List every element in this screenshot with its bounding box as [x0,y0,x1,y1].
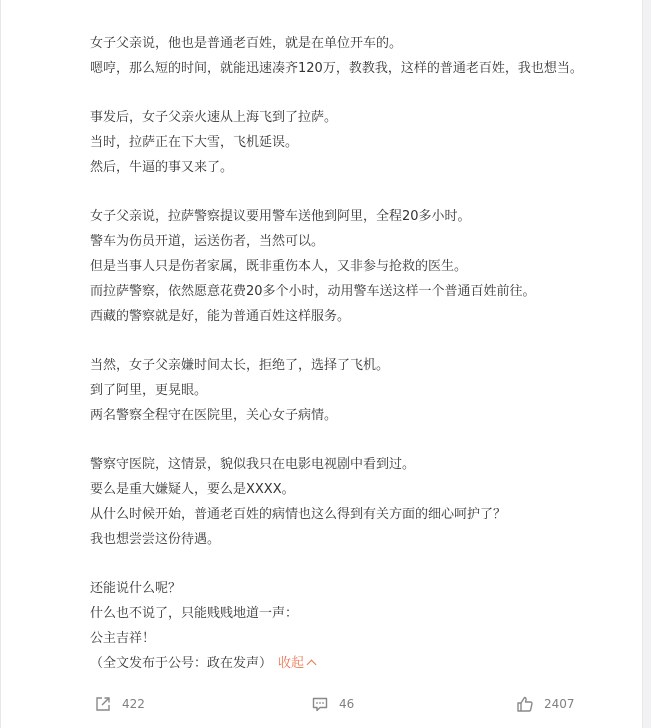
text-line: 什么也不说了，只能贱贱地道一声： [90,606,299,621]
paragraph-5 [90,452,630,552]
source-line [90,651,630,676]
text-line: 我也想尝尝这份待遇。 [90,532,221,547]
text-line: 事发后，女子父亲火速从上海飞到了拉萨。 [90,110,338,125]
paragraph-3 [90,204,630,329]
repost-icon [94,695,112,713]
like-button[interactable] [516,686,575,722]
text-line: 到了阿里，更晃眼。 [90,383,208,398]
text-line: 当然，女子父亲嫌时间太长，拒绝了，选择了飞机。 [90,358,390,373]
article-body [90,31,630,676]
thumbs-up-icon [516,695,534,713]
collapse-label: 收起 [278,656,305,671]
paragraph-1 [90,31,630,81]
text-line: 从什么时候开始，普通老百姓的病情也这么得到有关方面的细心呵护了？ [90,507,507,522]
text-line: 然后，牛逼的事又来了。 [90,160,234,175]
text-line: 还能说什么呢？ [90,581,182,596]
text-line: 西藏的警察就是好，能为普通百姓这样服务。 [90,309,351,324]
action-bar [1,686,644,722]
repost-count: 422 [122,697,145,711]
paragraph-2 [90,105,630,180]
text-line: 警察守医院，这情景，貌似我只在电影电视剧中看到过。 [90,457,416,472]
paragraph-closing [90,576,630,676]
text-line: 当时，拉萨正在下大雪，飞机延误。 [90,135,299,150]
source-note: （全文发布于公号：政在发声） [90,656,273,671]
repost-button[interactable] [94,686,145,722]
comment-button[interactable] [311,686,354,722]
text-line: 女子父亲说，拉萨警察提议要用警车送他到阿里，全程20多小时。 [90,209,471,224]
paragraph-4 [90,353,630,428]
text-line: 而拉萨警察，依然愿意花费20多个小时，动用警车送这样一个普通百姓前往。 [90,284,536,299]
chevron-up-icon [307,660,317,670]
text-line: 两名警察全程守在医院里，关心女子病情。 [90,408,338,423]
text-line: 女子父亲说，他也是普通老百姓，就是在单位开车的。 [90,36,403,51]
text-line: 但是当事人只是伤者家属，既非重伤本人，又非参与抢救的医生。 [90,259,468,274]
text-line: 要么是重大嫌疑人，要么是XXXX。 [90,482,295,497]
comment-count: 46 [339,697,355,711]
comment-icon [311,695,329,713]
text-line: 警车为伤员开道，运送伤者，当然可以。 [90,234,325,249]
collapse-button[interactable] [278,656,315,671]
text-line: 公主吉祥！ [90,631,156,646]
text-line: 嗯哼，那么短的时间，就能迅速凑齐120万，教教我，这样的普通老百姓，我也想当。 [90,61,583,76]
like-count: 2407 [544,697,575,711]
